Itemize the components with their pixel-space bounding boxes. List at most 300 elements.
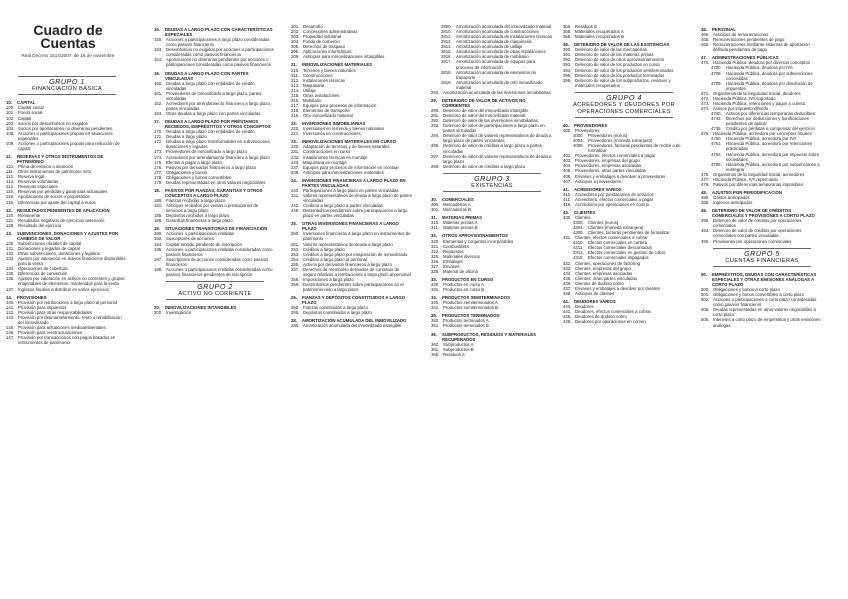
account-name: Adaptación de terrenos y de bienes naturales	[303, 144, 390, 150]
account-name: Acciones o participaciones propias para reducción de capital	[18, 140, 120, 151]
account-name: Deudores por operaciones en común	[575, 319, 646, 325]
account-code: 476.	[701, 171, 710, 177]
account-name: Donaciones y legados de capital	[18, 246, 80, 251]
account-name: Créditos a largo plazo al personal	[303, 256, 368, 262]
account-code: 4309.	[573, 230, 584, 236]
group-name: ACTIVO NO CORRIENTE	[178, 291, 252, 298]
account-code: 328.	[431, 268, 440, 274]
column-5	[563, 24, 685, 324]
account-code: 233.	[291, 159, 300, 165]
account-item	[563, 179, 685, 184]
account-name: Otras instalaciones	[303, 92, 340, 98]
account-name: Acreedores por operaciones en común	[575, 201, 650, 207]
account-name: Combustibles	[443, 243, 470, 249]
account-code: 470.	[701, 60, 710, 66]
account-code: 241.	[291, 192, 300, 198]
account-code: 205.	[291, 44, 300, 50]
group-label: GRUPO 1	[49, 77, 85, 86]
account-code: 108.	[6, 130, 15, 136]
account-name: Acreedores por prestaciones de servicios	[575, 191, 654, 197]
account-code: 405.	[563, 168, 572, 174]
account-name: Acciones o participaciones emitidas consideradas como pasivos financieros pendientes de inscripción	[166, 266, 273, 277]
account-code: 4304.	[573, 225, 584, 231]
account-subgroup	[701, 208, 823, 218]
account-code: 35.	[431, 313, 437, 319]
account-item	[6, 223, 128, 228]
account-code: 163.	[154, 111, 163, 116]
account-name: PASIVOS POR FIANZAS, GARANTÍAS Y OTROS CONCEPTOS A LARGO PLAZO	[165, 187, 263, 198]
account-item	[701, 307, 823, 317]
account-code: 259.	[291, 282, 300, 287]
account-name: Deudas a largo plazo	[166, 134, 207, 140]
account-name: CAPITAL	[17, 100, 36, 106]
account-code: 4311.	[573, 245, 584, 251]
account-code: 16.	[154, 70, 160, 76]
account-item	[154, 310, 276, 315]
account-name: Instalaciones técnicas en montaje	[303, 154, 368, 160]
account-name: Clientes (euros)	[588, 220, 619, 226]
account-item	[431, 133, 553, 143]
account-name: Deterioro de valor de las mercaderías	[575, 47, 647, 53]
account-code: 500.	[701, 287, 710, 293]
account-code: 249.	[291, 208, 300, 214]
account-name: Desembolsos pendientes sobre participaciones en el patrimonio neto a largo plazo	[303, 282, 404, 293]
account-code: 30.	[431, 197, 437, 203]
account-code: 237.	[291, 164, 300, 170]
account-name: Mercaderías A	[443, 202, 471, 208]
account-code: 2812.	[441, 39, 452, 45]
account-code: 438.	[563, 290, 572, 296]
account-code: 394.	[563, 67, 572, 73]
account-subaccount	[701, 71, 823, 81]
account-name: Amortización acumulada de maquinaria	[456, 39, 532, 45]
account-name: Derechos de reembolso derivados de contratos de seguro relativos a retribuciones a largo plazo al personal	[303, 266, 411, 277]
account-name: Provisión por desmantelamiento, retiro o rehabilitación del inmovilizado	[18, 314, 122, 325]
account-item	[701, 182, 823, 187]
account-code: 173.	[154, 149, 163, 155]
account-name: DEUDAS A LARGO PLAZO CON PARTES VINCULADAS	[165, 70, 249, 81]
account-code: 119.	[6, 199, 15, 205]
account-code: 175.	[154, 159, 163, 165]
account-group-header	[563, 92, 685, 118]
account-code: 220.	[291, 126, 300, 132]
document-subtitle: Real Decreto 1514/2007, de 16 de noviembre	[21, 53, 115, 58]
account-name: Remuneraciones mediante sistemas de aportación definida pendientes de pago	[713, 42, 810, 53]
account-code: 437.	[563, 285, 572, 291]
account-name: Amortización acumulada de elementos de transporte	[456, 69, 537, 80]
account-name: Deterioro de valor de los subproductos, residuos y materiales recuperados	[575, 77, 671, 88]
account-name: Productos terminados A	[443, 318, 489, 324]
account-code: 311.	[431, 225, 440, 231]
account-name: Hacienda Pública, acreedora por conceptos fiscales	[713, 131, 812, 137]
account-code: 320.	[431, 238, 440, 244]
account-code: 111.	[6, 169, 14, 175]
account-subaccount	[431, 70, 553, 80]
account-code: 300.	[431, 202, 440, 208]
account-name: Anticipos de clientes	[575, 290, 615, 296]
account-code: 180.	[154, 198, 163, 203]
account-code: 4004.	[573, 138, 584, 144]
account-code: 4700.	[711, 65, 722, 71]
account-code: 136.	[6, 276, 15, 282]
account-code: 28.	[291, 318, 297, 324]
group-rule	[18, 94, 116, 95]
account-code: 178.	[154, 174, 163, 180]
group-rule	[713, 266, 811, 267]
account-name: AMORTIZACIÓN ACUMULADA DEL INMOVILIZADO	[302, 318, 407, 324]
account-code: 506.	[701, 317, 710, 323]
account-code: 396.	[563, 77, 572, 83]
account-code: 214.	[291, 87, 300, 93]
account-code: 221.	[291, 131, 300, 137]
account-code: 4751.	[711, 141, 722, 147]
account-name: Fondo social	[18, 110, 43, 116]
account-name: Amortización acumulada del inmovilizado intangible	[303, 323, 402, 329]
account-code: 24.	[291, 177, 297, 183]
account-name: Socios por desembolsos no exigidos	[18, 120, 88, 126]
group-rule	[166, 299, 264, 300]
account-code: 129.	[6, 222, 15, 228]
account-code: 145.	[6, 324, 15, 330]
account-name: Reservas voluntarias	[18, 179, 59, 185]
account-item	[6, 256, 128, 266]
account-name: Socios por aportaciones no dinerarias pendientes	[18, 125, 113, 131]
account-name: Operaciones de cobertura	[18, 266, 68, 272]
account-name: Equipos para procesos de información en montaje	[303, 164, 399, 170]
account-code: 327.	[431, 263, 440, 269]
account-name: DETERIORO DE VALOR DE CRÉDITOS COMERCIALES Y PROVISIONES A CORTO PLAZO	[712, 208, 815, 219]
account-name: PRODUCTOS SEMITERMINADOS	[442, 295, 510, 301]
account-code: 293.	[431, 123, 440, 129]
account-code: 219.	[291, 113, 300, 119]
account-code: 200.	[154, 310, 163, 316]
account-subgroup	[154, 119, 276, 129]
account-code: 2800.	[441, 24, 452, 29]
account-name: Depósitos constituidos a largo plazo	[303, 310, 372, 316]
account-code: 143.	[6, 314, 15, 320]
account-name: Fianzas recibidas a largo plazo	[166, 198, 226, 203]
account-code: 204.	[291, 39, 300, 45]
group-label: GRUPO 4	[606, 92, 642, 102]
account-name: Pasivos por derivados financieros a largo plazo	[166, 164, 257, 170]
account-item	[701, 218, 823, 228]
account-name: Intereses a corto plazo de empréstitos y otras emisiones análogas	[713, 317, 821, 328]
account-code: 154.	[154, 57, 163, 63]
account-code: 194.	[154, 241, 163, 247]
account-name: Acciones o participaciones propias en situaciones especiales	[18, 130, 113, 141]
account-name: Deterioro de valor de créditos a largo plazo	[443, 163, 526, 169]
account-item	[431, 143, 553, 153]
account-name: Inversiones en construcciones	[303, 131, 361, 137]
account-name: Otras deudas a largo plazo con partes vinculadas	[166, 111, 261, 116]
account-name: Deudas a largo plazo con entidades de crédito	[166, 129, 255, 135]
account-name: OTRAS INVERSIONES FINANCIERAS A LARGO PLAZO	[302, 221, 399, 232]
account-code: 216.	[291, 97, 300, 103]
account-item	[701, 200, 823, 205]
account-code: 242.	[291, 203, 300, 209]
account-code: 480.	[701, 195, 710, 200]
account-name: Participaciones a largo plazo en partes vinculadas	[303, 187, 399, 193]
account-name: Hacienda Pública, acreedora por impuesto sobre sociedades	[726, 151, 820, 162]
account-name: Anticipos para inmovilizaciones materiales	[303, 169, 384, 175]
account-code: 411.	[563, 196, 572, 202]
account-code: 477.	[701, 176, 710, 182]
account-name: Proveedores, otras partes vinculadas	[575, 168, 646, 174]
account-code: 4740.	[711, 111, 722, 116]
account-name: Obligaciones y bonos convertibles	[166, 174, 232, 180]
account-code: 257.	[291, 266, 300, 272]
account-name: ACREEDORES VARIOS	[574, 186, 622, 192]
account-item	[154, 81, 276, 91]
account-code: 301.	[431, 207, 440, 213]
account-name: Acreedores por arrendamiento financiero a largo plazo, partes vinculadas	[166, 100, 272, 111]
account-item	[154, 111, 276, 116]
account-name: Créditos a largo plazo por enajenación de inmovilizado	[303, 251, 408, 257]
account-code: 18.	[154, 187, 160, 193]
account-name: Anticipos para inmovilizaciones intangibles	[303, 54, 385, 60]
account-item	[6, 141, 128, 151]
account-code: 258.	[291, 276, 300, 282]
account-name: ADMINISTRACIONES PÚBLICAS	[712, 55, 779, 61]
account-name: Amortización acumulada de mobiliario	[456, 54, 529, 60]
account-code: 212.	[291, 77, 300, 83]
account-name: Obligaciones y bonos convertibles a corto plazo	[713, 292, 805, 298]
account-name: INVERSIONES INMOBILIARIAS	[302, 121, 366, 127]
account-item	[431, 154, 553, 164]
account-item	[291, 131, 413, 136]
account-code: 142.	[6, 309, 15, 315]
account-code: 479.	[701, 181, 710, 187]
account-name: Gastos anticipados	[713, 195, 750, 200]
account-code: 112.	[6, 174, 15, 180]
account-name: DEUDORES VARIOS	[574, 298, 616, 304]
account-code: 393.	[563, 62, 572, 68]
account-item	[291, 54, 413, 59]
account-name: PROVEEDORES	[574, 122, 608, 128]
account-item	[6, 131, 128, 141]
account-item	[291, 193, 413, 203]
account-name: Materias primas B	[443, 225, 478, 231]
account-code: 310.	[431, 220, 440, 226]
account-subgroup	[6, 231, 128, 241]
account-code: 400.	[563, 127, 572, 133]
account-code: 201.	[291, 24, 300, 29]
account-item	[701, 297, 823, 307]
account-name: Productos terminados B	[443, 323, 489, 329]
account-name: RESULTADOS PENDIENTES DE APLICACIÓN	[17, 207, 110, 213]
account-name: Suscriptores de acciones consideradas como pasivos financieros	[166, 256, 269, 267]
account-code: 4709.	[711, 80, 722, 86]
account-name: Mercaderías B	[443, 207, 471, 213]
account-name: Provisión para actuaciones medioambientales	[18, 324, 106, 330]
account-code: 32.	[431, 233, 437, 239]
account-name: Depósitos recibidos a largo plazo	[166, 213, 230, 219]
account-item	[154, 203, 276, 213]
account-code: 130.	[6, 240, 15, 246]
account-name: Reservas especiales	[18, 184, 58, 190]
account-name: Proveedores de inmovilizado a largo plazo	[166, 149, 247, 155]
account-name: OTROS APROVISIONAMIENTOS	[442, 233, 508, 239]
account-item	[431, 123, 553, 133]
account-name: Fondo de comercio	[303, 39, 340, 45]
account-name: Utillaje	[303, 87, 316, 93]
account-name: Obligaciones y bonos	[166, 169, 208, 175]
account-code: 217.	[291, 102, 300, 108]
account-name: Deudas a largo plazo transformables en subvenciones, donaciones y legados	[166, 139, 271, 150]
account-code: 39.	[563, 42, 569, 48]
account-name: Subproductos A	[443, 341, 474, 347]
account-code: 101.	[6, 110, 15, 116]
account-code: 395.	[563, 72, 572, 78]
group-rule	[443, 191, 541, 192]
account-name: INMOVILIZACIONES MATERIALES EN CURSO	[302, 139, 396, 145]
account-name: Imposiciones a largo plazo	[303, 276, 354, 282]
account-code: 361.	[431, 346, 440, 352]
account-code: 4750.	[711, 136, 722, 142]
account-name: Maquinaria en montaje	[303, 159, 347, 165]
account-name: Hacienda Pública, deudora por subvenciones concedidas	[726, 70, 813, 81]
document-title-block	[18, 24, 118, 58]
account-name: Deterioro de valor de créditos por operaciones comerciales	[713, 218, 802, 229]
account-code: 141.	[6, 304, 15, 310]
account-code: 4312.	[573, 250, 584, 256]
account-code: 295.	[431, 143, 440, 149]
account-name: Provisión por transacciones con pagos basados en instrumentos de patrimonio	[18, 335, 116, 346]
account-code: 369.	[563, 34, 572, 40]
account-name: Materiales recuperados B	[575, 34, 624, 40]
account-name: Capital social	[18, 105, 44, 111]
account-code: 174.	[154, 154, 163, 160]
account-code: 441.	[563, 309, 572, 315]
account-item	[6, 315, 128, 325]
account-name: Residuos A	[443, 351, 465, 357]
account-code: 115.	[6, 189, 15, 195]
account-name: Amortización acumulada de otras instalaciones	[456, 49, 546, 55]
account-item	[431, 269, 553, 274]
account-group-header	[431, 173, 553, 192]
account-code: 433.	[563, 265, 572, 271]
account-code: 15.	[154, 27, 160, 32]
account-code: 474.	[701, 105, 710, 111]
account-item	[154, 91, 276, 101]
account-name: Materiales recuperados A	[575, 29, 624, 35]
account-code: 160.	[154, 80, 163, 86]
account-code: 172.	[154, 139, 163, 145]
account-code: 47.	[701, 55, 707, 61]
account-item	[6, 200, 128, 205]
account-subgroup	[154, 188, 276, 198]
account-code: 472.	[701, 95, 710, 101]
account-code: 13.	[6, 230, 12, 236]
account-name: MATERIAS PRIMAS	[442, 215, 483, 221]
account-name: Clientes	[575, 214, 591, 220]
account-name: Hacienda Pública, IVA soportado	[713, 95, 776, 101]
account-code: 4752.	[711, 151, 722, 157]
account-code: 10.	[6, 100, 12, 106]
account-code: 181.	[154, 203, 163, 209]
account-code: 2813.	[441, 44, 452, 50]
account-code: 432.	[563, 260, 572, 266]
account-name: Mobiliario	[303, 97, 322, 103]
account-name: Clientes, facturas pendientes de formalizar	[588, 230, 670, 236]
account-code: 26.	[291, 295, 297, 301]
account-name: Pasivos por diferencias temporarias imponibles	[713, 181, 804, 187]
account-name: Anticipos de remuneraciones	[713, 32, 769, 38]
account-code: 290.	[431, 108, 440, 113]
account-name: Concesiones administrativas	[303, 29, 358, 35]
account-code: 475.	[701, 131, 710, 137]
account-name: Diferencias por ajuste del capital a euros	[18, 199, 96, 205]
account-code: 499.	[701, 238, 710, 244]
account-subaccount	[701, 152, 823, 162]
account-code: 325.	[431, 253, 440, 259]
account-name: Productos en curso B	[443, 287, 485, 293]
account-name: Productos en curso A	[443, 282, 484, 287]
account-name: Amortización acumulada del inmovilizado material	[456, 24, 552, 29]
account-code: 4315.	[573, 255, 584, 261]
account-name: Acreedores por arrendamiento financiero a largo plazo	[166, 154, 270, 160]
account-code: 161.	[154, 90, 163, 96]
account-code: 490.	[701, 218, 710, 224]
account-code: 351.	[431, 323, 440, 329]
account-code: 401.	[563, 153, 572, 159]
account-code: 407.	[563, 178, 572, 184]
account-name: Reserva legal	[18, 174, 45, 180]
account-name: Provisiones por operaciones comerciales	[713, 238, 792, 244]
account-name: Hacienda Pública, deudora por diversos conceptos	[713, 60, 810, 66]
account-code: 146.	[6, 330, 15, 335]
account-item	[154, 218, 276, 223]
account-name: Deterioro de valor de otros aprovisionamientos	[575, 57, 665, 63]
account-code: 4742.	[711, 116, 722, 122]
account-subaccount	[701, 162, 823, 172]
group-label: GRUPO 5	[744, 248, 780, 258]
account-name: DEUDAS A LARGO PLAZO CON CARACTERÍSTICAS ESPECIALES	[165, 27, 273, 38]
account-name: Proveedores, empresas asociadas	[575, 163, 642, 169]
account-code: 282.	[431, 89, 440, 95]
account-subaccount	[563, 143, 685, 153]
document-title: Cuadro de Cuentas	[33, 22, 103, 51]
account-code: 231.	[291, 149, 300, 155]
account-code: 110.	[6, 164, 15, 170]
account-group-header	[701, 248, 823, 267]
account-subgroup	[701, 272, 823, 287]
account-code: 434.	[563, 270, 572, 276]
account-subaccount	[701, 81, 823, 91]
account-item	[563, 319, 685, 324]
group-name: CUENTAS FINANCIERAS	[725, 258, 799, 265]
account-name: Construcciones	[303, 72, 333, 78]
account-code: 22.	[291, 121, 297, 127]
account-code: 4300.	[573, 220, 584, 226]
account-name: Deterioro de valor de los productos semiterminados	[575, 67, 674, 73]
account-code: 109.	[6, 140, 15, 146]
account-name: Hacienda Pública, acreedora por subvenciones a reintegrar	[726, 161, 820, 172]
account-code: 493.	[701, 228, 710, 234]
account-code: 350.	[431, 318, 440, 324]
account-code: 2815.	[441, 49, 452, 55]
group-name: ACREEDORES Y DEUDORES POR OPERACIONES COMERCIALES	[573, 102, 675, 116]
account-item	[6, 287, 128, 292]
account-code: 36.	[431, 331, 437, 337]
account-code: 410.	[563, 191, 572, 197]
account-code: 341.	[431, 305, 440, 311]
account-code: 162.	[154, 100, 163, 106]
account-name: Acciones o participaciones a largo plazo consideradas como pasivos financieros	[166, 37, 270, 48]
account-name: Deterioro de valor del inmovilizado intangible	[443, 108, 529, 113]
account-name: Deudas representadas en otros valores negociables a corto plazo	[713, 307, 816, 318]
account-code: 406.	[563, 173, 572, 179]
